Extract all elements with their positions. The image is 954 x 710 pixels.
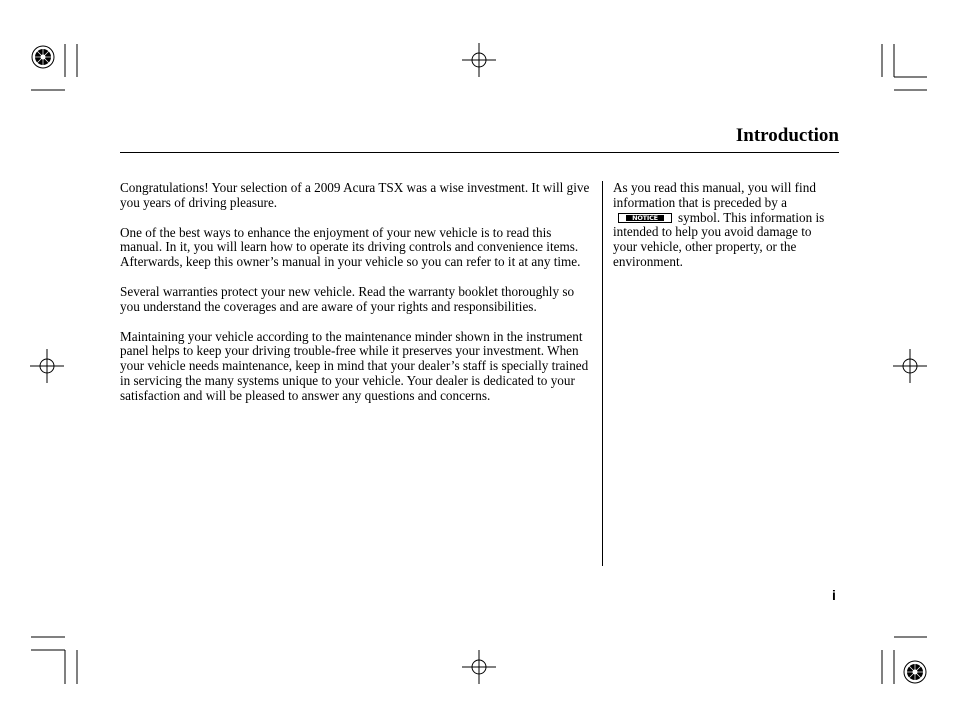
notice-text-before: As you read this manual, you will find information that is preceded by a — [613, 180, 816, 210]
crosshair-icon — [462, 650, 496, 684]
intro-paragraph: Congratulations! Your selection of a 2009 Acura TSX was a wise investment. It will give you years of driving pleasure. — [120, 180, 590, 210]
right-column — [613, 181, 838, 270]
page-number: i — [832, 587, 836, 603]
notice-label: NOTICE — [626, 215, 664, 221]
notice-paragraph — [613, 181, 838, 270]
warranty-paragraph: Several warranties protect your new vehicle. Read the warranty booklet thoroughly so you understand the coverages and are aware of your rights and responsibilities. — [120, 283, 575, 314]
notice-symbol-icon — [618, 213, 672, 223]
column-divider — [602, 181, 603, 566]
left-column — [120, 181, 590, 419]
crosshair-icon — [893, 349, 927, 383]
notice-text-after: symbol. This information is intended to help you avoid damage to your vehicle, other property, or the environment. — [613, 209, 825, 269]
header-rule — [120, 152, 839, 153]
crosshair-icon — [462, 43, 496, 77]
crosshair-icon — [30, 349, 64, 383]
registration-target-icon — [32, 46, 54, 68]
manual-paragraph: One of the best ways to enhance the enjoyment of your new vehicle is to read this manual. In it, you will learn how to operate its driving controls and convenience items. Afterwards, keep this owner’s manual in your vehicle so you can refer to it at any time. — [120, 224, 581, 270]
registration-target-icon — [904, 661, 926, 683]
page-title: Introduction — [735, 125, 839, 146]
maintenance-paragraph: Maintaining your vehicle according to the maintenance minder shown in the instrument panel helps to keep your driving trouble-free while it preserves your investment. When your vehicle needs maintenance, keep in mind that your dealer’s staff is specially trained in servicing the many systems unique to your vehicle. Your dealer is dedicated to your satisfaction and will be pleased to answer any questions and concerns. — [120, 328, 589, 403]
